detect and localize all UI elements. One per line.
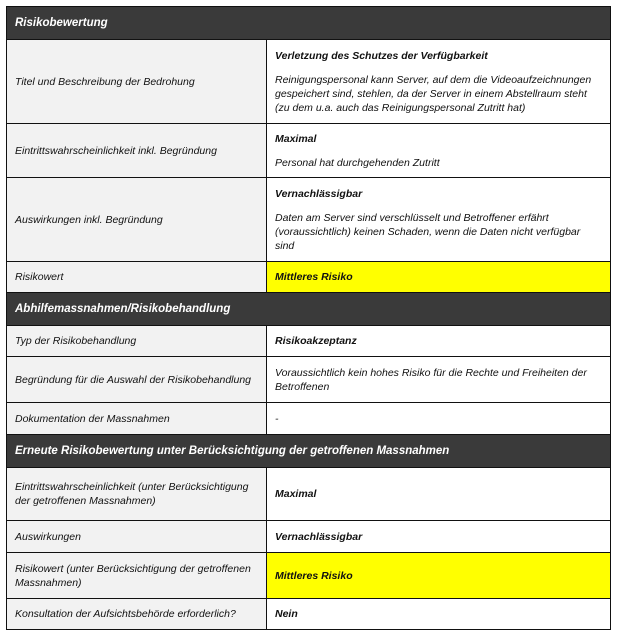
row-label: Dokumentation der Massnahmen	[7, 403, 267, 435]
row-value	[267, 40, 611, 124]
row-value: Voraussichtlich kein hohes Risiko für die Rechte und Freiheiten der Betroffenen	[267, 357, 611, 403]
row-label: Konsultation der Aufsichtsbehörde erforderlich?	[7, 599, 267, 630]
value-description: Personal hat durchgehenden Zutritt	[275, 156, 440, 169]
value-description: Daten am Server sind verschlüsselt und Betroffener erfährt (voraussichtlich) keinen Schaden, wenn die Daten nicht verfügbar sind	[275, 211, 581, 252]
row-label: Risikowert	[7, 262, 267, 293]
table-row	[7, 326, 611, 357]
row-value: -	[267, 403, 611, 435]
risk-table	[6, 6, 611, 630]
row-label: Auswirkungen	[7, 521, 267, 553]
row-label: Risikowert (unter Berücksichtigung der getroffenen Massnahmen)	[7, 553, 267, 599]
section-header-reassessment	[7, 435, 611, 468]
row-label: Eintrittswahrscheinlichkeit (unter Berücksichtigung der getroffenen Massnahmen)	[7, 468, 267, 521]
value-bold: Vernachlässigbar	[275, 530, 363, 543]
row-value	[267, 521, 611, 553]
table-row	[7, 599, 611, 630]
row-label: Auswirkungen inkl. Begründung	[7, 178, 267, 262]
value-bold: Nein	[275, 608, 298, 620]
row-label: Begründung für die Auswahl der Risikobehandlung	[7, 357, 267, 403]
table-row	[7, 262, 611, 293]
table-row	[7, 403, 611, 435]
section-header-risk-assessment	[7, 7, 611, 40]
table-row	[7, 553, 611, 599]
row-label: Typ der Risikobehandlung	[7, 326, 267, 357]
section-title: Abhilfemassnahmen/Risikobehandlung	[7, 293, 611, 326]
value-bold: Verletzung des Schutzes der Verfügbarkeit	[275, 49, 488, 62]
section-title: Erneute Risikobewertung unter Berücksichtigung der getroffenen Massnahmen	[7, 435, 611, 468]
section-title: Risikobewertung	[7, 7, 611, 40]
section-header-mitigation	[7, 293, 611, 326]
value-description: Reinigungspersonal kann Server, auf dem die Videoaufzeichnungen gespeichert sind, stehlen, da der Server in einem Abstellraum steht (zu dem u.a. auch das Reinigungspersonal Zutritt hat)	[275, 73, 592, 114]
risk-value-highlight	[267, 553, 611, 599]
table-row	[7, 124, 611, 178]
row-label: Titel und Beschreibung der Bedrohung	[7, 40, 267, 124]
table-row	[7, 178, 611, 262]
row-value	[267, 124, 611, 178]
risk-assessment-form	[6, 6, 610, 630]
value-bold: Maximal	[275, 132, 317, 145]
risk-value-highlight	[267, 262, 611, 293]
row-value	[267, 178, 611, 262]
table-row	[7, 468, 611, 521]
row-label: Eintrittswahrscheinlichkeit inkl. Begründung	[7, 124, 267, 178]
value-bold: Maximal	[275, 488, 317, 500]
value-bold: Mittleres Risiko	[275, 569, 353, 582]
row-value	[267, 599, 611, 630]
row-value	[267, 468, 611, 521]
table-row	[7, 521, 611, 553]
value-bold: Risikoakzeptanz	[275, 335, 357, 347]
row-value	[267, 326, 611, 357]
table-row	[7, 357, 611, 403]
table-row	[7, 40, 611, 124]
value-bold: Vernachlässigbar	[275, 187, 363, 200]
value-bold: Mittleres Risiko	[275, 271, 353, 283]
